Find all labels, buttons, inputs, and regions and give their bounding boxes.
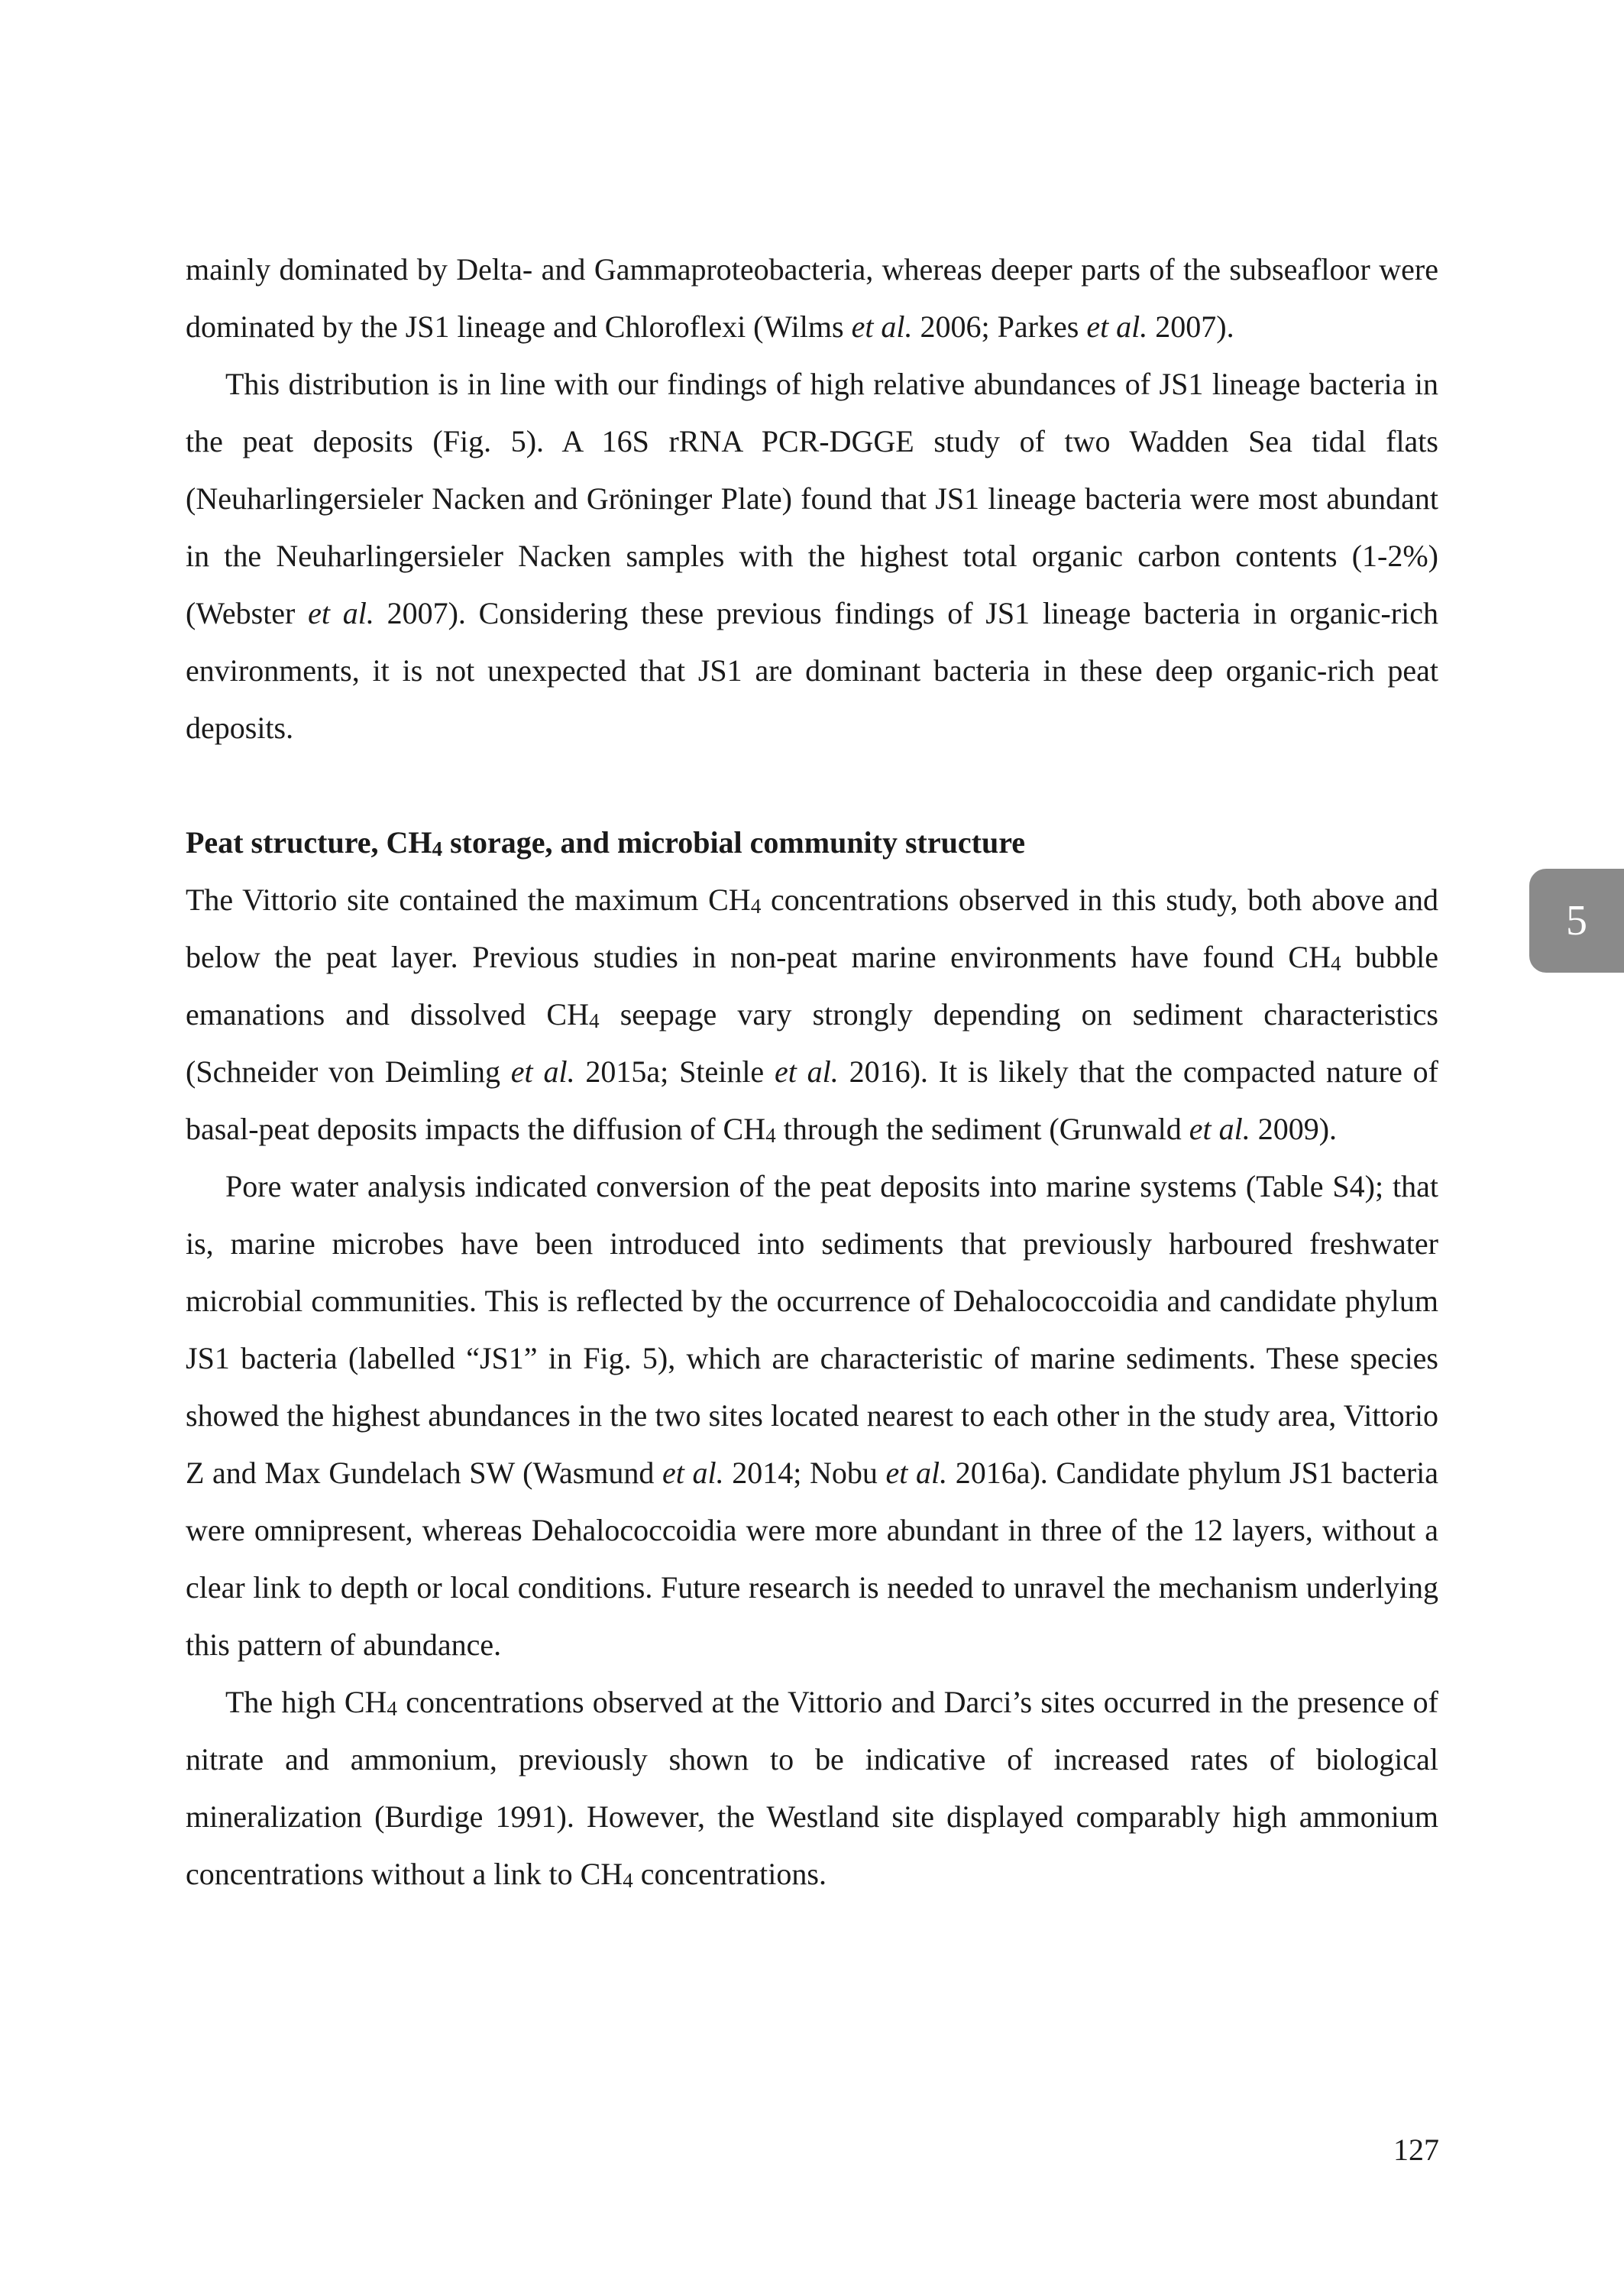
text-run: Peat structure, CH [186, 825, 432, 860]
subscript-run: 4 [432, 837, 443, 861]
text-run: The Vittorio site contained the maximum CH [186, 883, 751, 917]
italic-run: et al. [308, 596, 374, 630]
subscript-run: 4 [1330, 952, 1341, 976]
paragraph-3 [186, 871, 1438, 1158]
text-run: 2006; Parkes [912, 309, 1087, 344]
chapter-tab-number: 5 [1566, 897, 1587, 944]
italic-run: et al. [1086, 309, 1148, 344]
text-run: concentrations observed at the Vittorio and Darci’s sites occurred in the presence of nitrate and ammonium, previously shown to be indicative of increased rates of biological mineralization (Burdige 1991). However, the Westland site displayed comparably high ammonium concentrations without a link to CH [186, 1685, 1438, 1891]
italic-run: et al. [851, 309, 913, 344]
text-run: Pore water analysis indicated conversion of the peat deposits into marine systems (Table S4); that is, marine microbes have been introduced into sediments that previously harboured freshwater microbial communities. This is reflected by the occurrence of Dehalococcoidia and candidate phylum JS1 bacteria (labelled “JS1” in Fig. 5), which are characteristic of marine sediments. These species showed the highest abundances in the two sites located nearest to each other in the study area, Vittorio Z and Max Gundelach SW (Wasmund [186, 1169, 1438, 1490]
italic-run: et al. [510, 1054, 575, 1089]
text-run: concentrations. [632, 1857, 827, 1891]
text-run: 2009). [1250, 1112, 1338, 1146]
page-number: 127 [1393, 2133, 1439, 2167]
text-run: seepage vary strongly depending on sediment characteristics (Schneider von Deimling [186, 997, 1438, 1089]
paragraph-4 [186, 1158, 1438, 1673]
italic-run: et al. [775, 1054, 839, 1089]
subscript-run: 4 [387, 1697, 398, 1721]
text-run: This distribution is in line with our findings of high relative abundances of JS1 lineage bacteria in the peat deposits (Fig. 5). A 16S rRNA PCR-DGGE study of two Wadden Sea tidal flats (Neuharlingersieler Nacken and Gröninger Plate) found that JS1 lineage bacteria were most abundant in the Neuharlingersieler Nacken samples with the highest total organic carbon contents (1-2%) (Webster [186, 367, 1438, 630]
paragraph-1 [186, 241, 1438, 355]
subscript-run: 4 [765, 1124, 776, 1148]
text-run: storage, and microbial community structure [442, 825, 1025, 860]
text-run: 2007). Considering these previous findings of JS1 lineage bacteria in organic-rich environments, it is not unexpected that JS1 are dominant bacteria in these deep organic-rich peat deposits. [186, 596, 1438, 745]
text-run: 2016a). Candidate phylum JS1 bacteria were omnipresent, whereas Dehalococcoidia were more abundant in three of the 12 layers, without a clear link to depth or local conditions. Future research is needed to unravel the mechanism underlying this pattern of abundance. [186, 1456, 1439, 1662]
text-run: The high CH [225, 1685, 387, 1719]
italic-run: et al. [1189, 1112, 1250, 1146]
section-heading [186, 814, 1438, 871]
italic-run: et al. [662, 1456, 724, 1490]
italic-run: et al. [885, 1456, 948, 1490]
subscript-run: 4 [588, 1009, 600, 1033]
paragraph-2 [186, 355, 1438, 756]
chapter-tab [1529, 869, 1624, 973]
subscript-run: 4 [750, 895, 762, 918]
text-run: mainly dominated by Delta- and Gammaproteobacteria, whereas deeper parts of the subseafloor were dominated by the JS1 lineage and Chloroflexi (Wilms [186, 252, 1438, 344]
text-run: 2007). [1147, 309, 1234, 344]
text-run: 2016). It is likely that the compacted nature of basal-peat deposits impacts the diffusion of CH [186, 1054, 1438, 1146]
text-run: 2015a; Steinle [574, 1054, 775, 1089]
body-text [186, 241, 1438, 1903]
subscript-run: 4 [623, 1869, 633, 1893]
paragraph-5 [186, 1673, 1438, 1903]
text-run: bubble emanations and dissolved CH [186, 940, 1438, 1032]
text-run: concentrations observed in this study, both above and below the peat layer. Previous studies in non-peat marine environments have found CH [186, 883, 1438, 974]
text-run: through the sediment (Grunwald [775, 1112, 1189, 1146]
text-run: 2014; Nobu [723, 1456, 886, 1490]
